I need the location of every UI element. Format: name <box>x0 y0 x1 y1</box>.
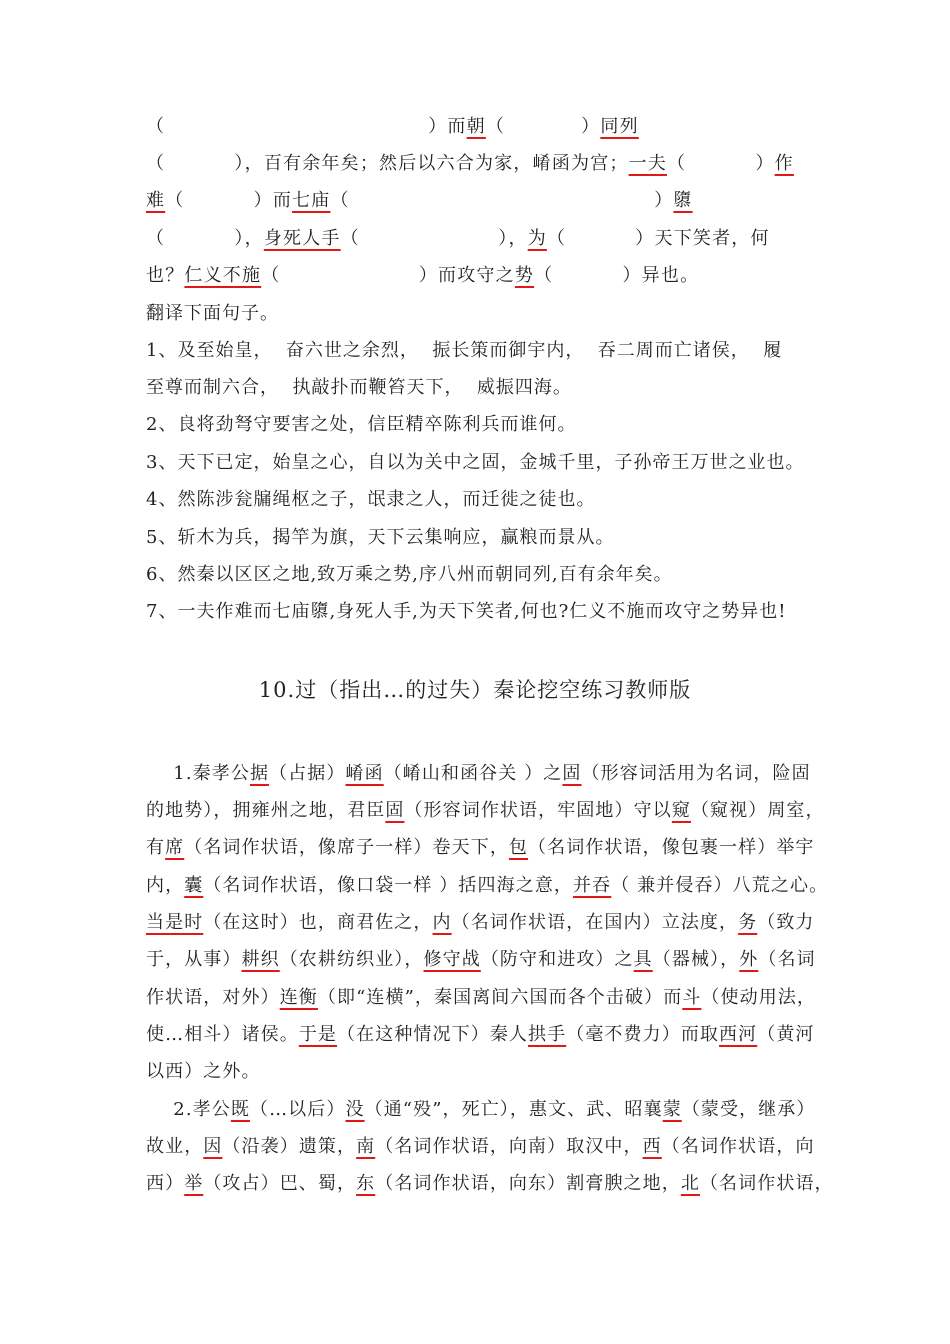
blank-line <box>146 115 810 139</box>
text-segment: （ ）天下笑者，何 <box>546 228 770 249</box>
translation-sentence: 4、然陈涉瓮牖绳枢之子，氓隶之人，而迁徙之徒也。 <box>146 489 596 510</box>
text-segment: （ ）而攻守之 <box>261 265 515 286</box>
translation-sentence: 7、一夫作难而七庙隳,身死人手,为天下笑者,何也?仁义不施而攻守之势异也! <box>146 601 787 622</box>
text-segment: 以西）之外。 <box>146 1061 261 1082</box>
text-segment: （在这时）也，商君佐之， <box>203 912 433 933</box>
text-segment: （名词作状语，向 <box>661 1136 815 1157</box>
underlined-term: 身死人手 <box>263 228 341 249</box>
blank-line <box>146 227 810 251</box>
underlined-term: 因 <box>203 1136 223 1157</box>
passage-line <box>146 874 829 898</box>
underlined-term: 并吞 <box>573 875 612 896</box>
section-title: 10.过（指出…的过失）秦论挖空练习教师版 <box>258 678 692 702</box>
underlined-term: 仁义不施 <box>184 265 262 286</box>
text-segment: （沿袭）遗策， <box>222 1136 357 1157</box>
text-segment: 西） <box>146 1173 185 1194</box>
text-segment: （ ） <box>667 153 775 174</box>
text-segment: 1.秦孝公 <box>146 763 250 784</box>
underlined-term: 包 <box>508 837 529 858</box>
text-segment: （ ） <box>485 116 601 137</box>
translation-sentence: 3、天下已定，始皇之心，自以为关中之固，金城千里，子孙帝王万世之业也。 <box>146 452 805 473</box>
underlined-term: 斗 <box>682 987 702 1008</box>
translation-sentence: 2、良将劲弩守要害之处，信臣精卒陈利兵而谁何。 <box>146 414 577 435</box>
underlined-term: 朝 <box>466 116 486 137</box>
underlined-term: 修守战 <box>423 949 481 970</box>
text-segment: （通“殁”，死亡），惠文、武、昭襄 <box>364 1099 663 1120</box>
text-segment: （致力 <box>757 912 815 933</box>
text-segment: 2.孝公 <box>146 1099 231 1120</box>
passage-line <box>146 1172 834 1196</box>
text-segment: （ ）而 <box>146 116 467 137</box>
underlined-term: 窥 <box>671 800 691 821</box>
underlined-term: 于是 <box>298 1024 338 1045</box>
underlined-term: 难 <box>146 190 166 211</box>
passage-line <box>146 1060 810 1084</box>
passage-line <box>146 762 810 786</box>
text-segment: 的地势），拥雍州之地，君臣 <box>146 800 386 821</box>
text-segment: （占据） <box>269 763 346 784</box>
underlined-term: 作 <box>774 153 794 174</box>
underlined-term: 务 <box>738 912 758 933</box>
underlined-term: 连衡 <box>279 987 318 1008</box>
underlined-term: 南 <box>356 1136 376 1157</box>
underlined-term: 同列 <box>600 116 639 137</box>
passage-line <box>146 799 825 823</box>
text-segment: （ 兼并侵吞）八荒之心。 <box>611 875 829 896</box>
text-segment: （黄河 <box>757 1024 815 1045</box>
underlined-term: 蒙 <box>662 1099 682 1120</box>
translation-sentence: 5、斩木为兵，揭竿为旗，天下云集响应，赢粮而景从。 <box>146 527 615 548</box>
underlined-term: 北 <box>680 1173 700 1194</box>
blank-line <box>146 264 810 288</box>
translation-sentence: 6、然秦以区区之地,致万乘之势,序八州而朝同列,百有余年矣。 <box>146 564 673 585</box>
underlined-term: 据 <box>249 763 270 784</box>
text-segment: （ ），百有余年矣；然后以六合为家，崤函为宫； <box>146 153 629 174</box>
text-segment: （名词作状语，像席子一样）卷天下， <box>184 837 509 858</box>
text-segment: 有 <box>146 837 166 858</box>
passage-line <box>146 1098 816 1122</box>
underlined-term: 既 <box>230 1099 250 1120</box>
underlined-term: 具 <box>633 949 653 970</box>
text-segment: （形容词作状语，牢固地）守以 <box>404 800 672 821</box>
text-segment: 内， <box>146 875 185 896</box>
passage-line <box>146 836 815 860</box>
passage-line <box>146 911 815 935</box>
underlined-term: 崤函 <box>345 763 384 784</box>
underlined-term: 东 <box>356 1173 376 1194</box>
passage-line <box>146 1135 815 1159</box>
underlined-term: 举 <box>184 1173 204 1194</box>
text-segment: （名词作状语，向东）割膏腴之地， <box>375 1173 681 1194</box>
text-segment: （攻占）巴、蜀， <box>203 1173 357 1194</box>
underlined-term: 内 <box>432 912 452 933</box>
underlined-term: 囊 <box>184 875 204 896</box>
text-segment: （蒙受，继承） <box>681 1099 816 1120</box>
text-segment: （毫不费力）而取 <box>566 1024 720 1045</box>
text-segment: （使动用法， <box>701 987 817 1008</box>
underlined-term: 没 <box>345 1099 365 1120</box>
text-segment: （名词作状语，像口袋一样 ）括四海之意， <box>203 875 574 896</box>
underlined-term: 西 <box>642 1136 662 1157</box>
text-segment: （名词作状语，在国内）立法度， <box>451 912 739 933</box>
underlined-term: 隳 <box>673 190 693 211</box>
underlined-term: 外 <box>739 949 759 970</box>
translation-sentence: 至尊而制六合， 执敲扑而鞭笞天下， 威振四海。 <box>146 377 572 398</box>
underlined-term: 当是时 <box>146 912 204 933</box>
underlined-term: 耕织 <box>241 949 280 970</box>
text-segment: （ ）， <box>146 228 264 249</box>
underlined-term: 席 <box>165 837 185 858</box>
text-segment: （名词作状语，像包裹一样）举宇 <box>528 837 815 858</box>
underlined-term: 固 <box>562 763 582 784</box>
text-segment: （器械）， <box>652 949 740 970</box>
text-segment: （窥视）周室， <box>690 800 825 821</box>
blank-line <box>146 152 810 176</box>
text-segment: （名词作状语，向南）取汉中， <box>375 1136 643 1157</box>
underlined-term: 为 <box>527 228 547 249</box>
text-segment: （崤山和函谷关 ）之 <box>383 763 563 784</box>
text-segment: 作状语，对外） <box>146 987 280 1008</box>
underlined-term: 西河 <box>719 1024 758 1045</box>
text-segment: （形容词活用为名词，险固 <box>581 763 811 784</box>
text-segment: 使…相斗）诸侯。 <box>146 1024 299 1045</box>
text-segment: （名词作状语， <box>699 1173 834 1194</box>
text-segment: （ ）， <box>340 228 528 249</box>
text-segment: （ ） <box>330 190 674 211</box>
passage-line <box>146 1023 815 1047</box>
text-segment: （名词 <box>758 949 816 970</box>
text-segment: 故业， <box>146 1136 204 1157</box>
passage-line <box>146 948 816 972</box>
underlined-term: 势 <box>514 265 535 286</box>
blank-line <box>146 189 810 213</box>
passage-line <box>146 986 817 1010</box>
underlined-term: 拱手 <box>528 1024 567 1045</box>
text-segment: （ ）异也。 <box>534 265 700 286</box>
text-segment: 也？ <box>146 265 185 286</box>
underlined-term: 一夫 <box>628 153 668 174</box>
underlined-term: 固 <box>385 800 405 821</box>
text-segment: （ ）而 <box>165 190 293 211</box>
text-segment: （即“连横”，秦国离间六国而各个击破）而 <box>317 987 683 1008</box>
translation-heading: 翻译下面句子。 <box>146 303 279 324</box>
text-segment: （…以后） <box>249 1099 346 1120</box>
underlined-term: 七庙 <box>292 190 331 211</box>
text-segment: 于，从事） <box>146 949 242 970</box>
text-segment: （农耕纺织业）， <box>279 949 424 970</box>
translation-sentence: 1、及至始皇， 奋六世之余烈， 振长策而御宇内， 吞二周而亡诸侯， 履 <box>146 340 783 361</box>
text-segment: （防守和进攻）之 <box>480 949 634 970</box>
text-segment: （在这种情况下）秦人 <box>337 1024 529 1045</box>
